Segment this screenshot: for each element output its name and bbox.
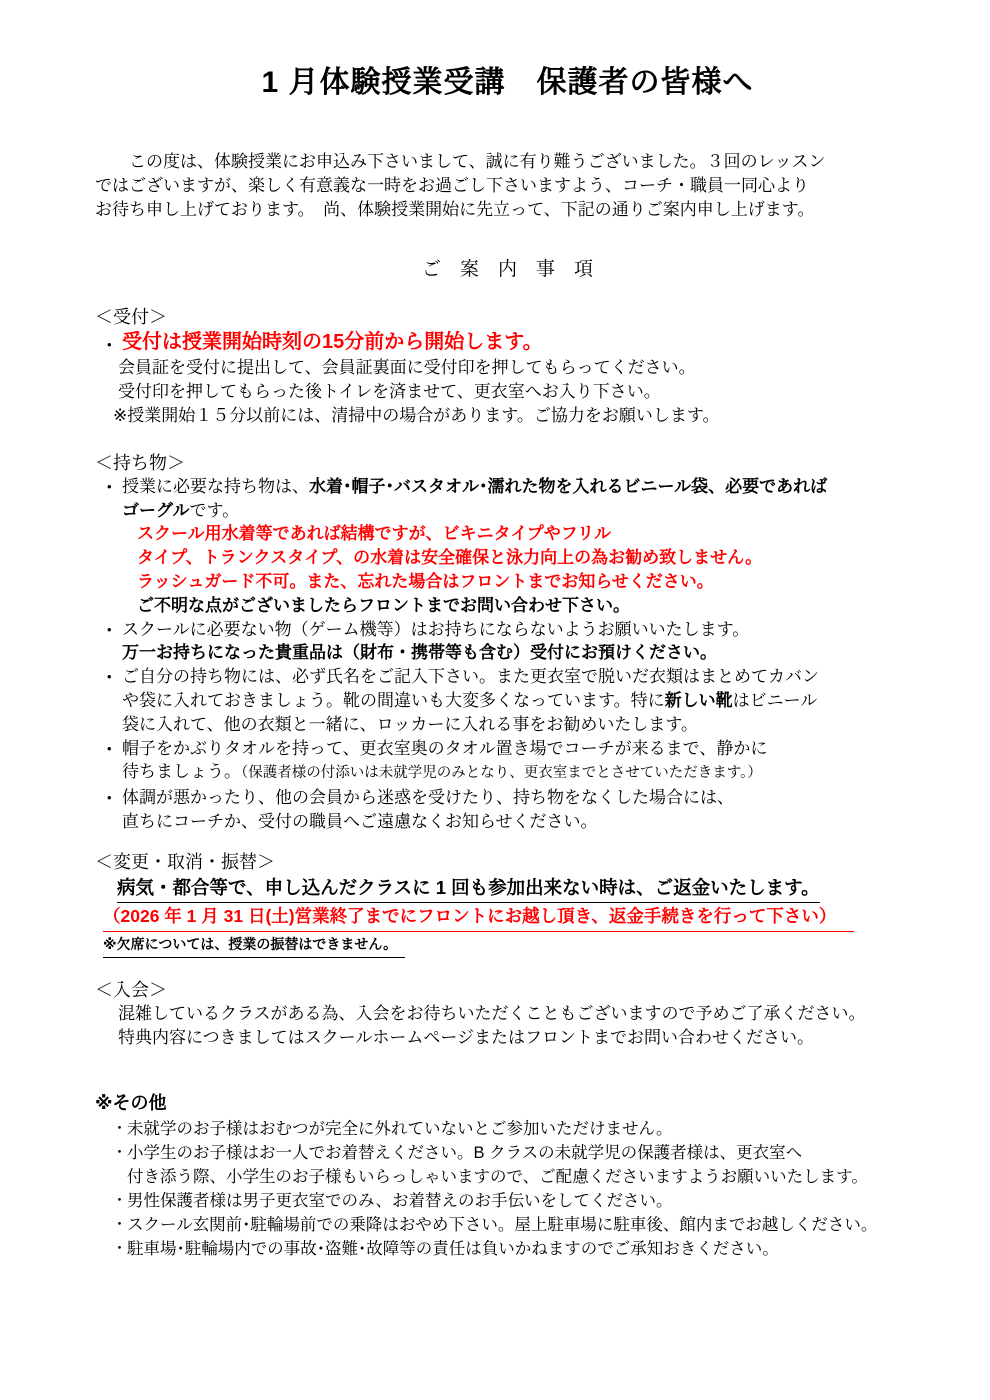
reception-red-item [95,329,920,356]
belongings-goggles-rest: です。 [189,500,240,520]
others-item-4-text: スクール玄関前･駐輪場前での乗降はおやめ下さい。屋上駐車場に駐車後、館内までお越しください。 [127,1216,878,1235]
bullet-icon: • [107,337,112,353]
admission-line-1: 混雑しているクラスがある為、入会をお待ちいただくこともございますので予めご了承ください。 [118,1003,866,1023]
reception-red-text: 受付は授業開始時刻の15分前から開始します。 [122,331,543,354]
belongings-item-1 [95,475,920,499]
belongings-item-4 [95,737,920,761]
belongings-item-3-line-2 [95,689,920,713]
admission-heading: ＜入会＞ [95,979,167,1000]
belongings-item-5-line-1: 体調が悪かったり、他の会員から迷惑を受けたり、持ち物をなくした場合には、 [122,788,734,808]
bullet-icon: • [107,478,112,494]
small-bullet-icon: ・ [112,1240,128,1258]
belongings-new-shoes-bold: 新しい靴 [664,690,733,710]
belongings-red-line-1: スクール用水着等であれば結構ですが、ビキニタイプやフリル [137,524,612,544]
intro-line-3: お待ち申し上げております。 尚、体験授業開始に先立って、下記の通りご案内申し上げます。 [95,199,815,219]
intro-paragraph [95,150,920,221]
others-item-3 [95,1189,920,1213]
others-item-3-text: 男性保護者様は男子更衣室でのみ、お着替えのお手伝いをしてください。 [127,1192,673,1211]
reception-heading: ＜受付＞ [95,307,167,328]
belongings-item-4-line-2 [95,760,920,786]
others-item-4 [95,1213,920,1237]
belongings-inquiry-note: ご不明な点がございましたらフロントまでお問い合わせ下さい。 [137,595,630,615]
absence-note-line [95,932,920,958]
others-item-5-text: 駐車場･駐輪場内での事故･盗難･故障等の責任は負いかねますのでご承知おきください。 [127,1240,779,1259]
reception-note: ※授業開始１５分以前には、清掃中の場合があります。ご協力をお願いします。 [113,405,720,425]
others-item-1-text: 未就学のお子様はおむつが完全に外れていないとご参加いただけません。 [127,1120,673,1139]
others-item-2 [95,1141,920,1165]
belongings-guardian-note: （保護者様の付添いは未就学児のみとなり、更衣室までとさせていただきます。） [241,765,762,782]
belongings-item-3-line-2a: や袋に入れておきましょう。靴の間違いも大変多くなっています。特に [122,690,665,710]
refund-policy-line [95,874,920,903]
belongings-item-5-line-2: 直ちにコーチか、受付の職員へご遠慮なくお知らせください。 [122,811,598,831]
others-item-2-line-2: 付き添う際、小学生のお子様もいらっしゃいますので、ご配慮くださいますようお願いいたします。 [127,1168,868,1187]
belongings-item-1-bold: 水着･帽子･バスタオル･濡れた物を入れるビニール袋、必要であれば [309,476,828,496]
small-bullet-icon: ・ [112,1192,128,1210]
bullet-icon: • [107,740,112,756]
changes-heading: ＜変更・取消・振替＞ [95,851,275,872]
reception-line-2: 会員証を受付に提出して、会員証裏面に受付印を押してもらってください。 [118,358,696,378]
others-item-1 [95,1117,920,1141]
belongings-heading: ＜持ち物＞ [95,452,185,473]
small-bullet-icon: ・ [112,1120,128,1138]
bullet-icon: • [107,669,112,685]
others-heading: ※その他 [95,1093,167,1114]
refund-deadline-text: （2026 年 1 月 31 日(土)営業終了までにフロントにお越し頂き、返金手続きを行って下さい） [103,903,854,932]
page-title: 1 月体験授業受講 保護者の皆様へ [261,66,754,99]
belongings-item-2-bold: 万一お持ちになった貴重品は（財布・携帯等も含む）受付にお預けください。 [122,643,717,663]
refund-policy-text: 病気・都合等で、申し込んだクラスに 1 回も参加出来ない時は、ご返金いたします。 [117,874,820,903]
small-bullet-icon: ・ [112,1216,128,1234]
belongings-item-1-cont [95,499,920,523]
belongings-item-4-line-1: 帽子をかぶりタオルを持って、更衣室奥のタオル置き場でコーチが来るまで、静かに [122,738,768,758]
belongings-item-2-text: スクールに必要ない物（ゲーム機等）はお持ちにならないようお願いいたします。 [122,619,750,639]
intro-line-2: ではございますが、楽しく有意義な一時をお過ごし下さいますよう、コーチ・職員一同心より [95,175,809,195]
belongings-red-line-2: タイプ、トランクスタイプ、の水着は安全確保と泳力向上の為お勧め致しません。 [137,548,763,568]
belongings-red-line-3: ラッシュガード不可。また、忘れた場合はフロントまでお知らせください。 [137,571,714,591]
belongings-item-5 [95,786,920,810]
admission-line-2: 特典内容につきましてはスクールホームページまたはフロントまでお問い合わせください。 [118,1027,814,1047]
belongings-item-1-text: 授業に必要な持ち物は、 [122,476,309,496]
others-list [95,1117,920,1261]
belongings-item-3 [95,665,920,689]
absence-note-text: ※欠席については、授業の振替はできません。 [103,932,405,958]
belongings-item-3-line-1: ご自分の持ち物には、必ず氏名をご記入下さい。また更衣室で脱いだ衣類はまとめてカバン [122,667,819,687]
belongings-item-2 [95,618,920,642]
belongings-goggles-bold: ゴーグル [122,500,190,520]
small-bullet-icon: ・ [112,1144,128,1162]
belongings-item-3-line-3: 袋に入れて、他の衣類と一緒に、ロッカーに入れる事をお勧めいたします。 [122,714,698,734]
belongings-item-4-line-2a: 待ちましょう。 [122,762,241,782]
bullet-icon: • [107,790,112,806]
intro-line-1: この度は、体験授業にお申込み下さいまして、誠に有り難うございました。３回のレッスン [95,152,826,171]
others-item-5 [95,1237,920,1261]
others-item-2-line-1: 小学生のお子様はお一人でお着替えください。B クラスの未就学児の保護者様は、更衣室へ [127,1144,803,1163]
bullet-icon: • [107,621,112,637]
refund-deadline-line [95,903,920,932]
guide-section-heading: ご 案 内 事 項 [421,259,593,281]
belongings-item-3-line-2c: はビニール [732,690,818,710]
reception-line-3: 受付印を押してもらった後トイレを済ませて、更衣室へお入り下さい。 [118,382,661,402]
